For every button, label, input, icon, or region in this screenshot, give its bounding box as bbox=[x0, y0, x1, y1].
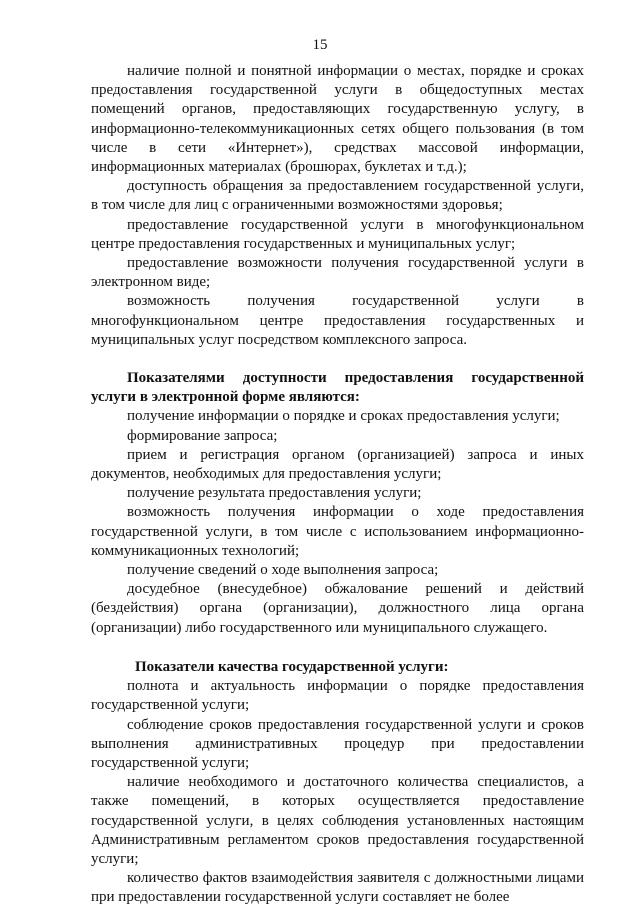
paragraph: получение сведений о ходе выполнения запроса; bbox=[127, 562, 439, 579]
document-body bbox=[91, 62, 584, 908]
paragraph: формирование запроса; bbox=[127, 427, 278, 444]
paragraph: наличие полной и понятной информации о местах, порядке и сроках предоставления государственной услуги в общедоступных местах помещений органов, предоставляющих государственную услугу, в информационно-телекоммуникационных сетях общего пользования (в том числе в сети «Интернет»), средствах массовой информации, информационных материалах (брошюрах, буклетах и т.д.); bbox=[91, 63, 584, 176]
spacer bbox=[91, 638, 584, 658]
paragraph: полнота и актуальность информации о порядке предоставления государственной услуги; bbox=[91, 678, 584, 714]
paragraph: получение информации о порядке и сроках предоставления услуги; bbox=[127, 408, 560, 425]
paragraph: наличие необходимого и достаточного количества специалистов, а также помещений, в которых осуществляется предоставление государственной услуги, в целях соблюдения установленных настоящим Административным регламентом сроков предоставления государственной услуги; bbox=[91, 774, 584, 867]
paragraph: прием и регистрация органом (организацией) запроса и иных документов, необходимых для предоставления услуги; bbox=[91, 446, 584, 483]
paragraph: количество фактов взаимодействия заявителя с должностными лицами при предоставлении государственной услуги составляет не более bbox=[91, 870, 584, 906]
paragraph: предоставление государственной услуги в многофункциональном центре предоставления государственных и муниципальных услуг; bbox=[91, 216, 584, 252]
paragraph: соблюдение сроков предоставления государственной услуги и сроков выполнения административных процедур при предоставлении государственной услуги; bbox=[91, 716, 584, 771]
section-heading: Показатели качества государственной услуги: bbox=[135, 658, 449, 675]
paragraph: получение результата предоставления услуги; bbox=[127, 485, 422, 502]
paragraph: возможность получения государственной услуги в многофункциональном центре предоставления государственных и муниципальных услуг посредством комплексного запроса. bbox=[91, 293, 584, 348]
paragraph: досудебное (внесудебное) обжалование решений и действий (бездействия) органа (организации), должностного лица органа (организации) либо государственного или муниципального служащего. bbox=[91, 581, 584, 636]
paragraph: предоставление возможности получения государственной услуги в электронном виде; bbox=[91, 255, 584, 291]
paragraph: возможность получения информации о ходе предоставления государственной услуги, в том числе с использованием информационно-коммуникационных технологий; bbox=[91, 504, 584, 559]
paragraph: доступность обращения за предоставлением государственной услуги, в том числе для лиц с ограниченными возможностями здоровья; bbox=[91, 178, 584, 214]
section-heading: Показателями доступности предоставления государственной услуги в электронной форме являются: bbox=[91, 370, 584, 406]
page-number: 15 bbox=[312, 37, 328, 53]
spacer bbox=[91, 350, 584, 369]
